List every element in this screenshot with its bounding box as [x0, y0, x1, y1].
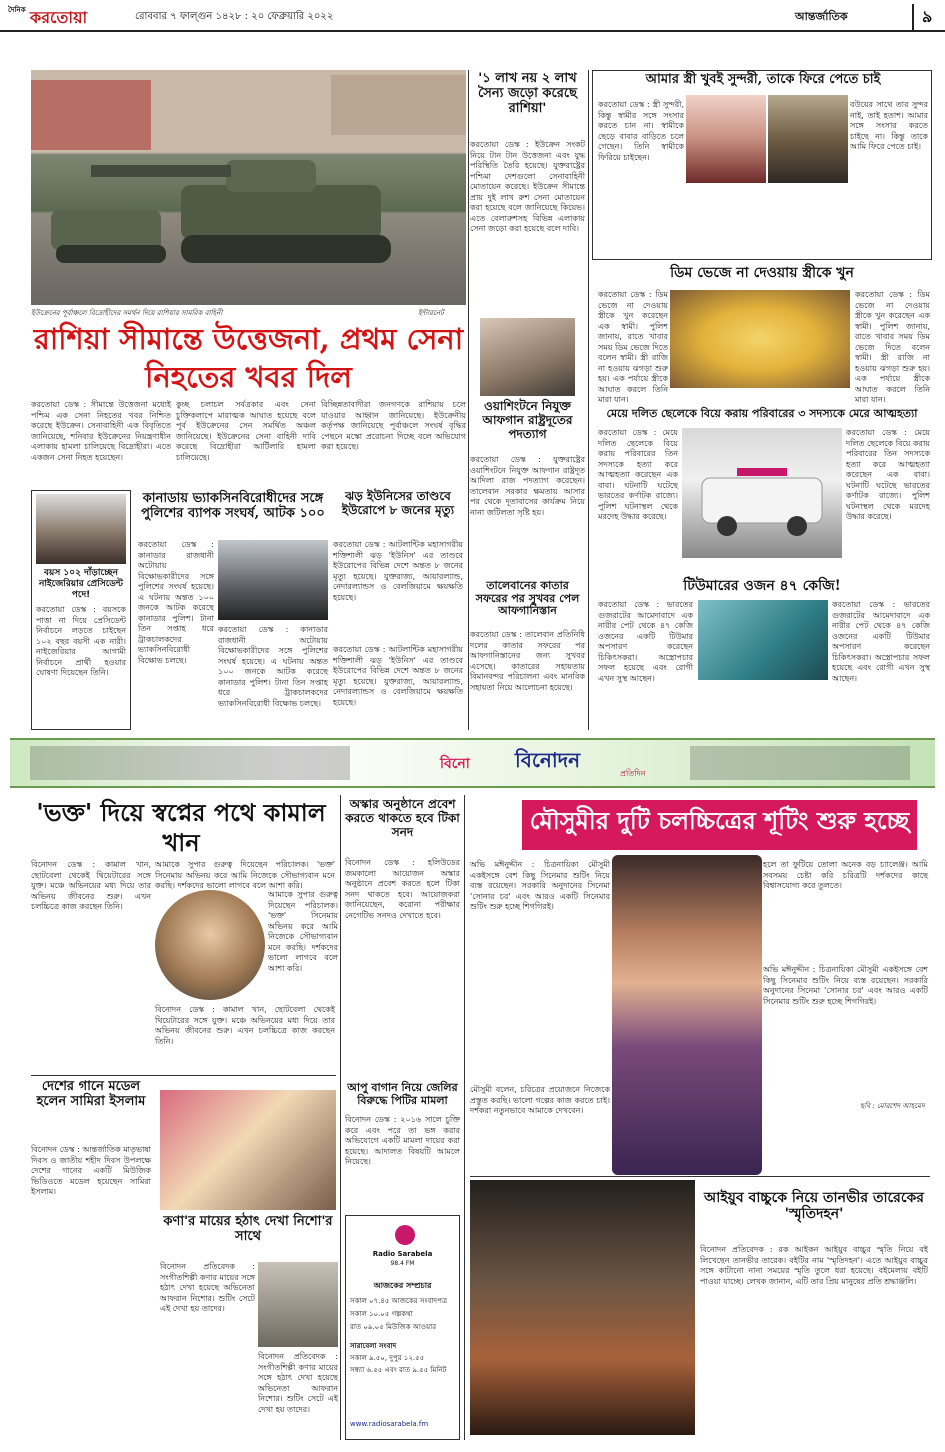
envoy-body: করতোয়া ডেস্ক : যুক্তরাষ্ট্রের ওয়াশিংটনে নিযুক্ত আফগান রাষ্ট্রদূত আদিলা রাজ পদত্যাগ করেছেন। তালেবান সরকার ক্ষমতায় আসার পর থেকে দূতাবাসের কার্যক্রম নিয়ে নানা জটিলতা সৃষ্টি হয়। — [470, 455, 585, 517]
omelette-photo — [670, 290, 850, 388]
tank-illustration — [31, 70, 466, 305]
russia-body-1: করতোয়া ডেস্ক : সীমান্তে উত্তেজনা মধ্যেই পশ্চিম এক সেনা নিহতের খবর নিশ্চিত করেছে ইউক্রেন। সেনাবাহিনী এক বিবৃতিতে জানিয়েছে, শনিবার ইউক্রেনের নিয়ন্ত্রণাধীন এলাকায় হামলা চালিয়েছে বিদ্রোহীরা। এতে একজন সেনা নিহত হয়েছেন। — [31, 400, 171, 462]
samira-headline: দেশের গানে মডেল হলেন সামিরা ইসলাম — [36, 1079, 146, 1109]
photo-credit: ইন্টারনেট — [418, 309, 444, 317]
masthead — [0, 0, 945, 32]
tumor-body: করতোয়া ডেস্ক : ভারতের গুজরাটের আমেদাবাদে এক নারীর পেট থেকে ৪৭ কেজি ওজনের একটি টিউমার অপসারণ করেছেন চিকিৎসকরা। অস্ত্রোপচার সফল হয়েছে এবং রোগী এখন সুস্থ আছেন। — [598, 600, 693, 683]
canada-body: করতোয়া ডেস্ক : কানাডার রাজধানী অটোয়ায় বিক্ষোভকারীদের সঙ্গে পুলিশের সংঘর্ষ হয়েছে। এ ঘটনায় অন্তত ১০০ জনকে আটক করেছে কানাডার পুলিশ। টানা তিন সপ্তাহ ধরে ট্রাকচালকদের ভ্যাকসিনবিরোধী বিক্ষোভ চলছে। — [138, 540, 214, 665]
radio-freq: 98.4 FM — [390, 1260, 415, 1267]
omelette-body: করতোয়া ডেস্ক : ডিম ভেজে না দেওয়ায় স্ত্রীকে খুন করেছেন এক স্বামী। পুলিশ জানায়, রাতে খাবার সময় ডিম ভেজে দিতে বলেন স্বামী। স্ত্রী রাজি না হওয়ায় ঝগড়া শুরু হয়। এক পর্যায়ে স্ত্রীকে আঘাত করলে তিনি মারা যান। — [598, 290, 668, 404]
divider — [468, 70, 469, 730]
radio-url[interactable]: www.radiosarabela.fm — [350, 1420, 429, 1428]
beauty-body-2: বউয়ের সাথে তার সুন্দর নাই, তাই হতাশ। আমার সঙ্গে সংসার করতে চাইছে না। কিন্তু তাকে আমি ফিরে পেতে চাই। — [850, 100, 928, 151]
kona-headline: কণা'র মায়ের হঠাৎ দেখা নিশো'র সাথে — [163, 1214, 333, 1244]
beauty-body-1: করতোয়া ডেস্ক : স্ত্রী সুন্দরী, কিন্তু স্বামীর সঙ্গে সংসার করতে চান না। স্বামীকে ছেড়ে বাবার বাড়িতে চলে গেছেন। তিনি স্বামীকে ফিরিয়ে চাইছেন। — [598, 100, 684, 162]
section-name: আন্তর্জাতিক — [795, 10, 848, 23]
mousumi-body-3: হলে তা ফুটিয়ে তোলা অনেক বড় চ্যালেঞ্জ। আমি সবসময় চেষ্টা করি চরিত্রটি দর্শকদের কাছে বিশ্বাসযোগ্য করে তুলতে। — [763, 860, 928, 890]
canada-body-2: করতোয়া ডেস্ক : কানাডার রাজধানী অটোয়ায় বিক্ষোভকারীদের সঙ্গে পুলিশের সংঘর্ষ হয়েছে। এ ঘটনায় অন্তত ১০০ জনকে আটক করেছে কানাডার পুলিশ। টানা তিন সপ্তাহ ধরে ট্রাকচালকদের ভ্যাকসিনবিরোধী বিক্ষোভ চলছে। — [218, 625, 328, 708]
troops-headline: '১ লাখ নয় ২ লাখ সৈন্য জড়ো করেছে রাশিয়া' — [478, 71, 577, 116]
kona-body: বিনোদন প্রতিবেদক : সংগীতশিল্পী কণার মায়ের সঙ্গে হঠাৎ দেখা হয়েছে অভিনেতা আফরান নিশোর। শুটিং সেটে এই দেখা হয় তাদের। — [160, 1262, 255, 1313]
banner-sub: প্রতিদিন — [620, 769, 646, 778]
groom-photo — [768, 95, 848, 183]
mousumi-body-2: মৌসুমী বলেন, চরিত্রের প্রয়োজনে নিজেকে প্রস্তুত করছি। ভালো গল্পের কাজ করতে চাই। দর্শকরা নতুনভাবে আমাকে দেখবেন। — [470, 1085, 610, 1115]
samira-photo — [160, 1090, 336, 1210]
nigeria-body: করতোয়া ডেস্ক : বয়সকে পাত্তা না দিয়ে প্রেসিডেন্ট নির্বাচনে লড়তে চাইছেন ১০২ বছর বয়সী এক নারী। নাইজেরিয়ার আগামী নির্বাচনে প্রার্থী হওয়ার ঘোষণা দিয়েছেন তিনি। — [36, 605, 126, 677]
nigeria-photo — [36, 494, 126, 564]
radio-news-times-2: সন্ধ্যা ৬.৫৫ এবং রাত ৯.৫৫ মিনিট — [350, 1366, 447, 1374]
kamal-body-4: বিনোদন ডেস্ক : কামাল খান, ছোটবেলা থেকেই থিয়েটারের সঙ্গে যুক্ত। মঞ্চে অভিনয়ের মধ্য দিয়ে তার অভিনয় জীবনের শুরু। এখন চলচ্চিত্রে কাজ করছেন তিনি। — [155, 1005, 335, 1046]
radio-row-2: সকাল ১০.০৫ গল্পকথা — [350, 1310, 413, 1318]
page-number: ৯ — [912, 4, 932, 31]
kamal-photo — [155, 890, 265, 1000]
photo-caption: ইউক্রেনের পূর্বাঞ্চলে বিদ্রোহীদের সমর্থন দিয়ে রাশিয়ার সামরিক বাহিনী — [31, 309, 223, 317]
russia-body-2: কুচ্ছ চলাচল সর্বত্রকার এবং সেনা চুক্তিকলাপে মারাত্মক আঘাত হয়েছে বলে পূর্ব ইউক্রেনের সেন সমর্থিত অঞ্চল জানিয়েছে। ইউক্রেনের সেনা বাহিনী দাবি করেছে বিদ্রোহীরা আর্টিলারি হামলা চালিয়েছে। — [176, 400, 316, 462]
apu-body: বিনোদন ডেস্ক : ২০১৬ সালে চুক্তি করে এবং পরে তা ভঙ্গ করার অভিযোগে একটি মামলা দায়ের করা হয়েছে। আদালত বিষয়টি আমলে নিয়েছে। — [345, 1115, 460, 1166]
date-line: রোববার ৭ ফাল্গুন ১৪২৮ : ২০ ফেব্রুয়ারি ২০২২ — [135, 11, 334, 22]
film-strip-icon — [10, 740, 935, 786]
mousumi-headline: মৌসুমীর দুটি চলচ্চিত্রের শূটিং শুরু হচ্ছে — [522, 800, 917, 850]
radio-row-1: সকাল ০৭.৪৫ আজকের সংবাদপত্র — [350, 1297, 447, 1305]
nigeria-caption: বয়স ১০২ দাঁড়াচ্ছেন নাইজেরিয়ার প্রেসিডেন্ট পদে! — [38, 568, 124, 600]
kona-photo — [258, 1262, 338, 1347]
kamal-body-1: বিনোদন ডেস্ক : কামাল খান, ছোটবেলা থেকেই থিয়েটারের সঙ্গে যুক্ত। মঞ্চে অভিনয়ের মধ্য দিয়ে তার অভিনয় জীবনের শুরু। এখন চলচ্চিত্রে কাজ করছেন তিনি। — [31, 860, 151, 911]
radio-title: আজকের সম্প্রচার — [373, 1281, 432, 1290]
apu-headline: আপু বাগান নিয়ে জেলির বিরুদ্ধে পিটির মামলা — [347, 1081, 458, 1107]
radio-name: Radio Sarabela — [372, 1250, 433, 1258]
kamal-body-2: আমাকে সুপার গুরুত্ব দিয়েছেন পরিচালক। 'ভক্ত' সিনেমায় অভিনয় করে আমি নিজেকে সৌভাগ্যবান মনে করছি। দর্শকদের ভালো লাগবে বলে আশা করি। — [155, 860, 335, 890]
divider — [340, 795, 341, 1440]
omelette-headline: ডিম ভেজে না দেওয়ায় স্ত্রীকে খুন — [670, 265, 854, 281]
samira-body: বিনোদন ডেস্ক : আন্তর্জাতিক মাতৃভাষা দিবস ও জাতীয় শহীদ দিবস উপলক্ষে দেশের গানের একটি মিউজিক ভিডিওতে মডেল হয়েছেন সামিরা ইসলাম। — [31, 1145, 151, 1196]
tumor-body-2: করতোয়া ডেস্ক : ভারতের গুজরাটের আমেদাবাদে এক নারীর পেট থেকে ৪৭ কেজি ওজনের একটি টিউমার অপসারণ করেছেন চিকিৎসকরা। অস্ত্রোপচার সফল হয়েছে এবং রোগী এখন সুস্থ আছেন। — [832, 600, 930, 683]
taliban-body: করতোয়া ডেস্ক : তালেবান প্রতিনিধি দলের কাতার সফরের পর আফগানিস্তানের জন্য সুখবর এসেছে। কাতারের সহায়তায় বিমানবন্দর পরিচালনা এবং মানবিক সহায়তা নিয়ে আলোচনা হয়েছে। — [470, 630, 585, 692]
taliban-headline: তালেবানের কাতার সফরের পর সুখবর পেল আফগানিস্তান — [475, 579, 580, 618]
radio-news-title: সারাবেলা সংবাদ — [350, 1342, 397, 1350]
ayub-photo — [470, 1180, 695, 1435]
russia-body-3: বিচ্ছিন্নতাবাদীরা জনগণকে রাশিয়ায় চলে যাওয়ার আহ্বান জানিয়েছে। ইউক্রেনীয় কর্তৃপক্ষ জানিয়েছে পূর্বাঞ্চলে সংঘর্ষ বৃদ্ধির পেছনে মস্কো প্ররোচনা দিচ্ছে বলে অভিযোগ করা হয়েছে। — [321, 400, 466, 451]
banner-main: বিনোদন — [515, 748, 581, 772]
car-illustration — [682, 428, 842, 558]
storm-body: করতোয়া ডেস্ক : আটলান্টিক মহাসাগরীয় শক্তিশালী ঝড় 'ইউনিস' এর তাণ্ডবে ইউরোপের বিভিন্ন দেশে অন্তত ৮ জনের মৃত্যু হয়েছে। যুক্তরাজ্য, আয়ারল্যান্ড, নেদারল্যান্ডস ও বেলজিয়ামে ক্ষয়ক্ষতি হয়েছে। — [333, 540, 463, 602]
bride-photo — [686, 95, 766, 183]
divider — [31, 1075, 336, 1076]
ayub-body: বিনোদন প্রতিবেদক : রক আইকন আইয়ুব বাচ্চুর স্মৃতি নিয়ে বই লিখেছেন তানভীর তারেক। বইটির নাম 'স্মৃতিদহন'। এতে আইয়ুব বাচ্চুর সঙ্গে কাটানো নানা সময়ের স্মৃতি তুলে ধরা হয়েছে। বইমেলায় বইটি পাওয়া যাচ্ছে। লেখক জানান, এটি তার প্রিয় মানুষের প্রতি শ্রদ্ধাঞ্জলি। — [700, 1245, 928, 1286]
logo-text: করতোয়া — [30, 8, 88, 27]
kona-body-2: বিনোদন প্রতিবেদক : সংগীতশিল্পী কণার মায়ের সঙ্গে হঠাৎ দেখা হয়েছে অভিনেতা আফরান নিশোর। শুটিং সেটে এই দেখা হয় তাদের। — [258, 1352, 338, 1414]
dalit-body-2: করতোয়া ডেস্ক : মেয়ে দলিত ছেলেকে বিয়ে করায় পরিবারের তিন সদস্যকে হত্যা করে আত্মহত্যা করেছেন এক বাবা। ঘটনাটি ঘটেছে ভারতের কর্ণাটক রাজ্যে। পুলিশ ঘটনাস্থল থেকে মরদেহ উদ্ধার করেছে। — [846, 428, 930, 521]
kamal-headline: 'ভক্ত' দিয়ে স্বপ্নের পথে কামাল খান — [36, 798, 326, 857]
logo — [8, 2, 108, 30]
police-car-photo — [682, 428, 842, 558]
canada-headline: কানাডায় ভ্যাকসিনবিরোধীদের সঙ্গে পুলিশের ব্যাপক সংঘর্ষ, আটক ১০০ — [141, 491, 325, 521]
omelette-body-2: করতোয়া ডেস্ক : ডিম ভেজে না দেওয়ায় স্ত্রীকে খুন করেছেন এক স্বামী। পুলিশ জানায়, রাতে খাবার সময় ডিম ভেজে দিতে বলেন স্বামী। স্ত্রী রাজি না হওয়ায় ঝগড়া শুরু হয়। এক পর্যায়ে স্ত্রীকে আঘাত করলে তিনি মারা যান। — [855, 290, 930, 404]
kamal-body-3: আমাকে সুপার গুরুত্ব দিয়েছেন পরিচালক। 'ভক্ত' সিনেমায় অভিনয় করে আমি নিজেকে সৌভাগ্যবান মনে করছি। দর্শকদের ভালো লাগবে বলে আশা করি। — [268, 890, 338, 973]
entertainment-banner — [10, 738, 935, 788]
envoy-headline: ওয়াশিংটনে নিযুক্ত আফগান রাষ্ট্রদূতের পদত্যাগ — [482, 399, 573, 441]
envoy-photo — [480, 318, 575, 396]
mousumi-body-1: অভি মঈনুদ্দীন : চিত্রনায়িকা মৌসুমী একইসঙ্গে বেশ কিছু সিনেমার শুটিং নিয়ে ব্যস্ত রয়েছেন। সরকারি অনুদানের সিনেমা 'সোনার চর' এবং আরও একটি সিনেমার শুটিং শুরু হচ্ছে শিগগিরই। — [470, 860, 610, 911]
mousumi-body-4: অভি মঈনুদ্দীন : চিত্রনায়িকা মৌসুমী একইসঙ্গে বেশ কিছু সিনেমার শুটিং নিয়ে ব্যস্ত রয়েছেন। সরকারি অনুদানের সিনেমা 'সোনার চর' এবং আরও একটি সিনেমার শুটিং শুরু হচ্ছে শিগগিরই। — [763, 965, 928, 1006]
ayub-headline: আইয়ুব বাচ্চুকে নিয়ে তানভীর তারেকের 'স্মৃতিদহন' — [704, 1190, 924, 1223]
logo-small: দৈনিক — [8, 6, 26, 14]
dalit-body: করতোয়া ডেস্ক : মেয়ে দলিত ছেলেকে বিয়ে করায় পরিবারের তিন সদস্যকে হত্যা করে আত্মহত্যা করেছেন এক বাবা। ঘটনাটি ঘটেছে ভারতের কর্ণাটক রাজ্যে। পুলিশ ঘটনাস্থল থেকে মরদেহ উদ্ধার করেছে। — [598, 428, 678, 521]
russia-headline: রাশিয়া সীমান্তে উত্তেজনা, প্রথম সেনা নিহতের খবর দিল — [33, 322, 464, 394]
tank-photo — [31, 70, 466, 305]
radio-news-times: সকাল ৯.৫০, দুপুর ১২.৫৫ — [350, 1354, 425, 1362]
beauty-headline: আমার স্ত্রী খুবই সুন্দরী, তাকে ফিরে পেতে চাই — [645, 72, 881, 87]
canada-photo — [218, 540, 328, 620]
troops-body: করতোয়া ডেস্ক : ইউক্রেন সংকট নিয়ে টান টান উত্তেজনা এবং যুদ্ধ পরিস্থিতি তৈরি হয়েছে। যুক্তরাষ্ট্রের পশ্চিমা দেশগুলো সেনাবাহিনী মোতায়েন করেছে। ইউক্রেন সীমান্তে প্রায় দুই লাখ রুশ সেনা মোতায়েন করা হয়েছে বলে জানিয়েছে কিয়েভ। এতে বেলারুশসহ বিভিন্ন এলাকায় সেনা জড়ো করা হয়েছে বলে দাবি। — [470, 140, 585, 233]
oscar-body: বিনোদন ডেস্ক : হলিউডের জমকালো আয়োজন অস্কার অনুষ্ঠানে প্রবেশ করতে হলে টিকা সনদ থাকতে হবে। আয়োজকরা জানিয়েছেন, করোনা পরীক্ষার নেগেটিভ সনদও দেখাতে হবে। — [345, 858, 460, 920]
mousumi-photo — [612, 855, 762, 1175]
divider — [470, 1176, 930, 1177]
banner-left: বিনো — [440, 756, 470, 772]
dalit-headline: মেয়ে দলিত ছেলেকে বিয়ে করায় পরিবারের ৩ সদস্যকে মেরে আত্মহত্যা — [606, 407, 918, 420]
divider — [588, 70, 589, 730]
storm-body-2: করতোয়া ডেস্ক : আটলান্টিক মহাসাগরীয় শক্তিশালী ঝড় 'ইউনিস' এর তাণ্ডবে ইউরোপের বিভিন্ন দেশে অন্তত ৮ জনের মৃত্যু হয়েছে। যুক্তরাজ্য, আয়ারল্যান্ড, নেদারল্যান্ডস ও বেলজিয়ামে ক্ষয়ক্ষতি হয়েছে। — [333, 645, 463, 707]
radio-row-3: রাত ০৯.০৫ মিউজিক আওয়ার — [350, 1323, 437, 1331]
mousumi-credit: ছবি : মোরশেদ আহমেদ — [860, 1102, 925, 1110]
surgery-photo — [698, 600, 828, 680]
divider — [464, 795, 465, 1440]
radio-logo — [395, 1225, 415, 1245]
oscar-headline: অস্কার অনুষ্ঠানে প্রবেশ করতে থাকতে হবে টিকা সনদ — [345, 797, 460, 839]
storm-headline: ঝড় ইউনিসের তাণ্ডবে ইউরোপে ৮ জনের মৃত্যু — [341, 489, 455, 517]
tumor-headline: টিউমারের ওজন ৪৭ কেজি! — [683, 578, 841, 594]
